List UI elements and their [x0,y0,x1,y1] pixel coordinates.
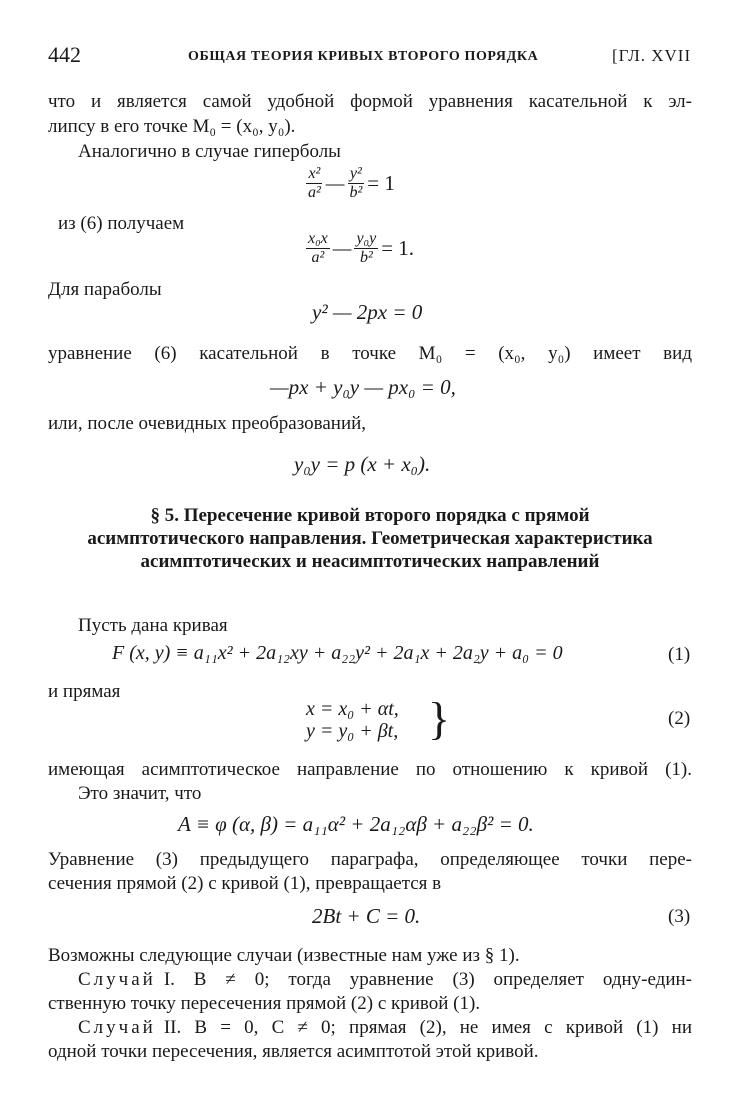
equation: y₀y = p (x + x₀). [294,452,431,476]
hyperbola-tangent-equation: $\frac{\text{x₀x}}{\text{a²}}$ — $\frac{\text{y₀y}}{\text{b²}}$ = 1. [308,230,415,266]
paragraph-line: одной точки пересечения, является асимптотой этой кривой. [48,1041,539,1062]
paragraph-line: Возможны следующие случаи (известные нам уже из § 1). [48,945,520,966]
fraction: $\frac{\text{y₀y}}{\text{b²}}$ [356,230,377,266]
paragraph-line: ственную точку пересечения прямой (2) с кривой (1). [48,993,481,1014]
paragraph-line: или, после очевидных преобразований, [48,413,367,434]
equation-1: F (x, y) ≡ a₁₁x² + 2a₁₂xy + a₂₂y² + 2a₁x + 2a₂y + a₀ = 0 [112,642,563,664]
paragraph-line: имеющая асимптотическое направление по отношению к кривой (1). [48,759,692,780]
equation-2-line-1: x = x₀ + αt, [306,698,399,720]
equation-number: (1) [668,644,691,665]
equation: —px + y₀y — px₀ = 0, [270,375,456,399]
paragraph-line: уравнение (6) касательной в точке M₀ = (x₀, y₀) имеет вид [48,343,692,364]
section-heading: § 5. Пересечение кривой второго порядка с прямой асимптотического направления. Геометрическая характеристика асимптотических и неасимптотических направлений [87,505,653,572]
fraction: $\frac{\text{x₀x}}{\text{a²}}$ [308,230,328,266]
equation-phi: A ≡ φ (α, β) = a₁₁α² + 2a₁₂αβ + a₂₂β² = 0. [178,812,534,836]
paragraph-line: липсу в его точке M₀ = (x₀, y₀). [48,116,296,137]
parabola-equation: y² — 2px = 0 [312,300,423,324]
paragraph-line: Уравнение (3) предыдущего параграфа, определяющее точки пере- [48,849,692,870]
fraction: $\frac{\text{x²}}{\text{a²}}$ [308,165,321,201]
paragraph-line: и прямая [48,681,121,702]
paragraph-line: что и является самой удобной формой уравнения касательной к эл- [48,91,692,112]
equation-2-line-2: y = y₀ + βt, [306,720,399,742]
paragraph-line: Пусть дана кривая [78,615,228,636]
paragraph-line: Аналогично в случае гиперболы [78,141,341,162]
paragraph-line: из (6) получаем [58,213,185,234]
equation-number: (3) [668,906,691,927]
paragraph-line: Для параболы [48,279,162,300]
running-title: ОБЩАЯ ТЕОРИЯ КРИВЫХ ВТОРОГО ПОРЯДКА [188,49,539,64]
equation-number: (2) [668,708,691,729]
case-line: Случай I. B ≠ 0; тогда уравнение (3) определяет одну-един- [78,969,692,990]
chapter-label: [ГЛ. XVII [612,46,692,65]
hyperbola-equation: $\frac{\text{x²}}{\text{a²}}$ — $\frac{\text{y²}}{\text{b²}}$ = 1 [308,165,395,201]
fraction: $\frac{\text{y²}}{\text{b²}}$ [349,165,363,201]
right-brace: } [428,693,451,744]
case-label: Случай [78,969,156,990]
equation-3: 2Bt + C = 0. [312,904,421,928]
case-line: Случай II. B = 0, C ≠ 0; прямая (2), не имея с кривой (1) ни [78,1017,692,1038]
paragraph-line: Это значит, что [78,783,202,804]
case-label: Случай [78,1017,156,1038]
paragraph-line: сечения прямой (2) с кривой (1), превращается в [48,873,442,894]
page-number: 442 [48,42,81,67]
